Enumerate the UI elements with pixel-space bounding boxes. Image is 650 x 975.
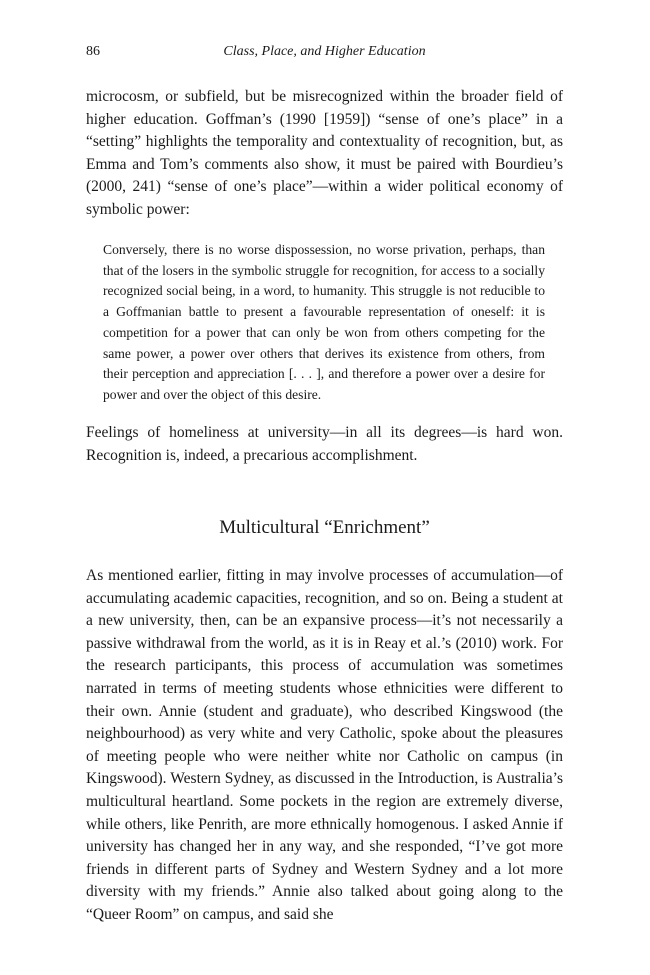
page-header [86, 44, 563, 66]
running-head: Class, Place, and Higher Education [223, 44, 426, 59]
page-number: 86 [86, 44, 100, 59]
body-paragraph: microcosm, or subfield, but be misrecognized within the broader field of higher education. Goffman’s (1990 [1959]) “sense of one’s place” in a “setting” highlights the temporality and contextuality of recognition, but, as Emma and Tom’s comments also show, it must be paired with Bourdieu’s (2000, 241) “sense of one’s place”—within a wider political economy of symbolic power: [86, 88, 563, 218]
block-quote: Conversely, there is no worse dispossession, no worse privation, perhaps, than that of the losers in the symbolic struggle for recognition, for access to a socially recognized social being, in a word, to humanity. This struggle is not reducible to a Goffmanian battle to present a favourable representation of oneself: it is competition for a power that can only be won from others competing for the same power, a power over others that derives its existence from others, from their perception and appreciation [. . . ], and therefore a power over a desire for power and over the object of this desire. [103, 242, 545, 402]
section-heading: Multicultural “Enrichment” [219, 517, 430, 538]
body-paragraph: Feelings of homeliness at university—in all its degrees—is hard won. Recognition is, indeed, a precarious accomplishment. [86, 424, 563, 464]
body-paragraph: As mentioned earlier, fitting in may involve processes of accumulation—of accumulating academic capacities, recognition, and so on. Being a student at a new university, then, can be an expansive process—it’s not necessarily a passive withdrawal from the world, as it is in Reay et al.’s (2010) work. For the research participants, this process of accumulation was sometimes narrated in terms of meeting students whose ethnicities were different to their own. Annie (student and graduate), who described Kingswood (the neighbourhood) as very white and very Catholic, spoke about the pleasures of meeting people who were neither white nor Catholic on campus (in Kingswood). Western Sydney, as discussed in the Introduction, is Australia’s multicultural heartland. Some pockets in the region are extremely diverse, while others, like Penrith, are more ethnically homogenous. I asked Annie if university has changed her in any way, and she responded, “I’ve got more friends in different parts of Sydney and Western Sydney and a lot more diversity with my friends.” Annie also talked about going along to the “Queer Room” on campus, and said she [86, 567, 563, 923]
